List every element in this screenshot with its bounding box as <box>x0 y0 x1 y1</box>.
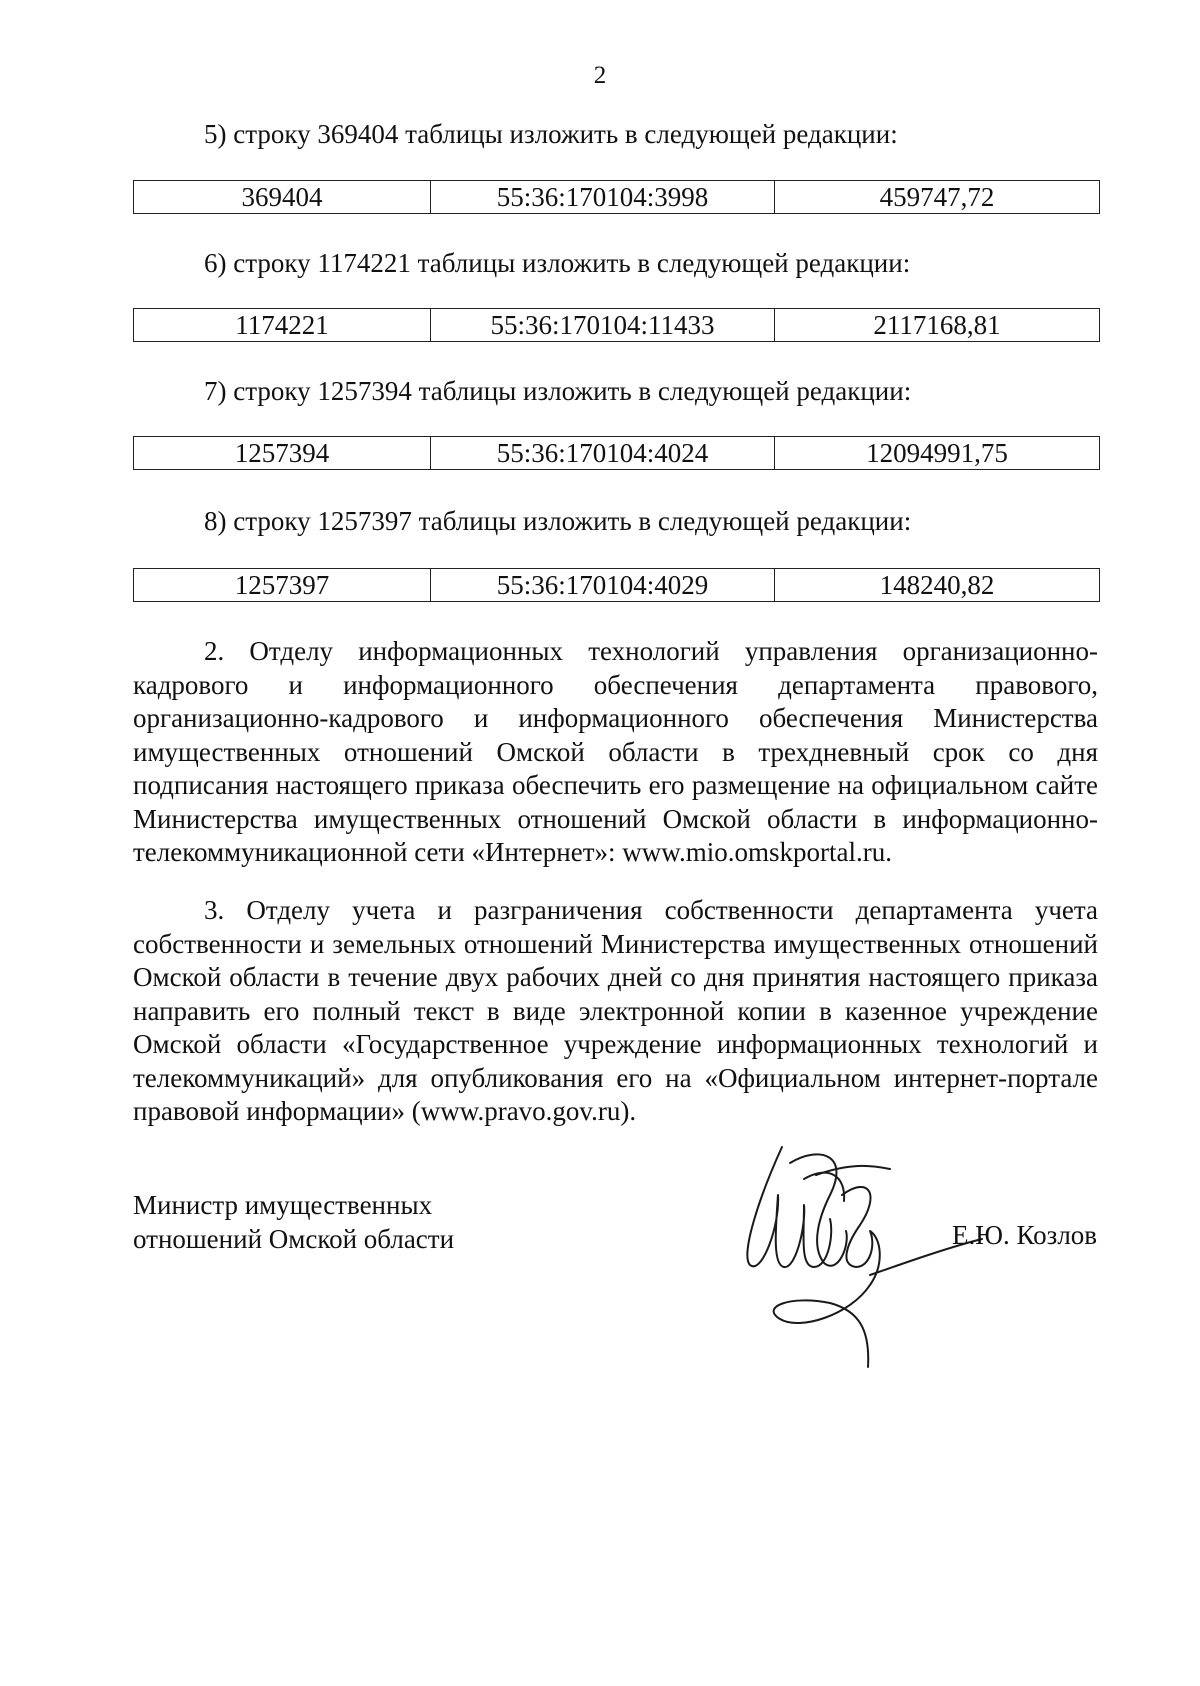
table-cell-row-number: 1257394 <box>134 437 431 470</box>
signatory-title-line-2: отношений Омской области <box>133 1224 455 1254</box>
paragraph-3-text: 3. Отделу учета и разграничения собственности департамента учета собственности и земельных отношений Министерства имущественных отношений Омской области в течение двух рабочих дней со дня принятия настоящего приказа направить его полный текст в виде электронной копии в казенное учреждение Омской области «Государственное учреждение информационных технологий и телекоммуникаций» для опубликования его на «Официальном интернет-портале правовой информации» (www.pravo.gov.ru). <box>133 895 1098 1126</box>
paragraph-2-text: 2. Отделу информационных технологий управления организационно-кадрового и информационного обеспечения департамента правового, организационно-кадрового и информационного обеспечения Министерства имущественных отношений Омской области в трехдневный срок со дня подписания настоящего приказа обеспечить его размещение на официальном сайте Министерства имущественных отношений Омской области в информационно-телекоммуникационной сети «Интернет»: www.mio.omskportal.ru. <box>133 636 1098 867</box>
page-number: 2 <box>593 62 607 89</box>
paragraph-2 <box>133 635 1098 870</box>
table-row <box>134 309 1100 342</box>
amendment-6-text: 6) строку 1174221 таблицы изложить в следующей редакции: <box>204 248 911 278</box>
amendment-8-text: 8) строку 1257397 таблицы изложить в следующей редакции: <box>204 506 912 536</box>
table-cell-cadastral-number: 55:36:170104:4029 <box>431 569 775 602</box>
signatory-title-line-1: Министр имущественных <box>133 1190 433 1220</box>
table-cell-value: 12094991,75 <box>775 437 1100 470</box>
table-cell-cadastral-number: 55:36:170104:11433 <box>431 309 775 342</box>
table-row <box>134 569 1100 602</box>
table-cell-cadastral-number: 55:36:170104:3998 <box>431 181 775 214</box>
table-row <box>134 181 1100 214</box>
table-cell-row-number: 369404 <box>134 181 431 214</box>
table-cell-cadastral-number: 55:36:170104:4024 <box>431 437 775 470</box>
amendment-6-table <box>133 308 1100 342</box>
amendment-8-table <box>133 568 1100 602</box>
amendment-5-table <box>133 180 1100 214</box>
table-row <box>134 437 1100 470</box>
signatory-title <box>133 1188 553 1256</box>
amendment-7-table <box>133 436 1100 470</box>
paragraph-3 <box>133 894 1098 1129</box>
amendment-7-text: 7) строку 1257394 таблицы изложить в следующей редакции: <box>204 376 912 406</box>
table-cell-value: 148240,82 <box>775 569 1100 602</box>
table-cell-row-number: 1174221 <box>134 309 431 342</box>
amendment-5-text: 5) строку 369404 таблицы изложить в следующей редакции: <box>204 119 898 149</box>
handwritten-signature <box>720 1135 1040 1375</box>
signatory-name: Е.Ю. Козлов <box>952 1220 1098 1250</box>
table-cell-value: 2117168,81 <box>775 309 1100 342</box>
table-cell-row-number: 1257397 <box>134 569 431 602</box>
table-cell-value: 459747,72 <box>775 181 1100 214</box>
